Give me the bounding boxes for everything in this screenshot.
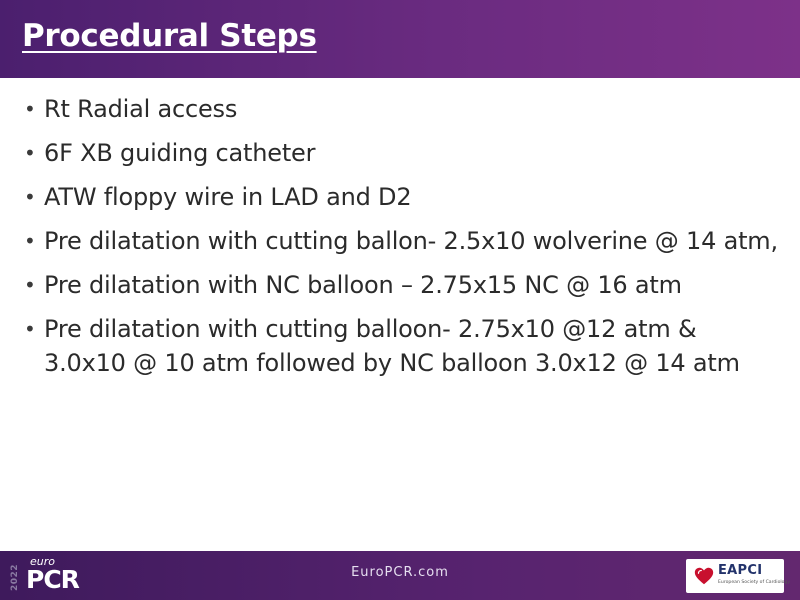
bullet-dot-icon: • <box>24 229 36 253</box>
bullet-text: Pre dilatation with NC balloon – 2.75x15 NC @ 16 atm <box>44 271 682 299</box>
bullet-item <box>20 268 780 302</box>
bullet-list <box>20 92 780 390</box>
eapci-name: EAPCI <box>718 563 763 578</box>
slide-title: Procedural Steps <box>22 18 317 54</box>
bullet-text: Pre dilatation with cutting ballon- 2.5x10 wolverine @ 14 atm, <box>44 227 778 255</box>
bullet-text: Rt Radial access <box>44 95 238 123</box>
logo-euro-text: euro <box>30 555 55 568</box>
eapci-logo <box>686 559 791 593</box>
eapci-subtitle: European Society of Cardiology <box>718 580 791 585</box>
logo-pcr-text: PCR <box>26 565 79 594</box>
bullet-dot-icon: • <box>24 317 36 341</box>
bullet-text: 6F XB guiding catheter <box>44 139 316 167</box>
bullet-text: ATW floppy wire in LAD and D2 <box>44 183 412 211</box>
bullet-item <box>20 180 780 214</box>
bullet-dot-icon: • <box>24 185 36 209</box>
bullet-dot-icon: • <box>24 273 36 297</box>
bullet-item <box>20 312 780 380</box>
footer-bar <box>0 551 800 600</box>
bullet-text: Pre dilatation with cutting balloon- 2.75x10 @12 atm & 3.0x10 @ 10 atm followed by NC balloon 3.0x12 @ 14 atm <box>44 315 740 377</box>
logo-year: 2022 <box>10 563 20 591</box>
bullet-dot-icon: • <box>24 141 36 165</box>
bullet-item <box>20 92 780 126</box>
bullet-dot-icon: • <box>24 97 36 121</box>
heart-icon <box>693 565 715 587</box>
footer-url: EuroPCR.com <box>351 565 449 580</box>
title-bar <box>0 0 800 78</box>
bullet-item <box>20 224 780 258</box>
bullet-item <box>20 136 780 170</box>
